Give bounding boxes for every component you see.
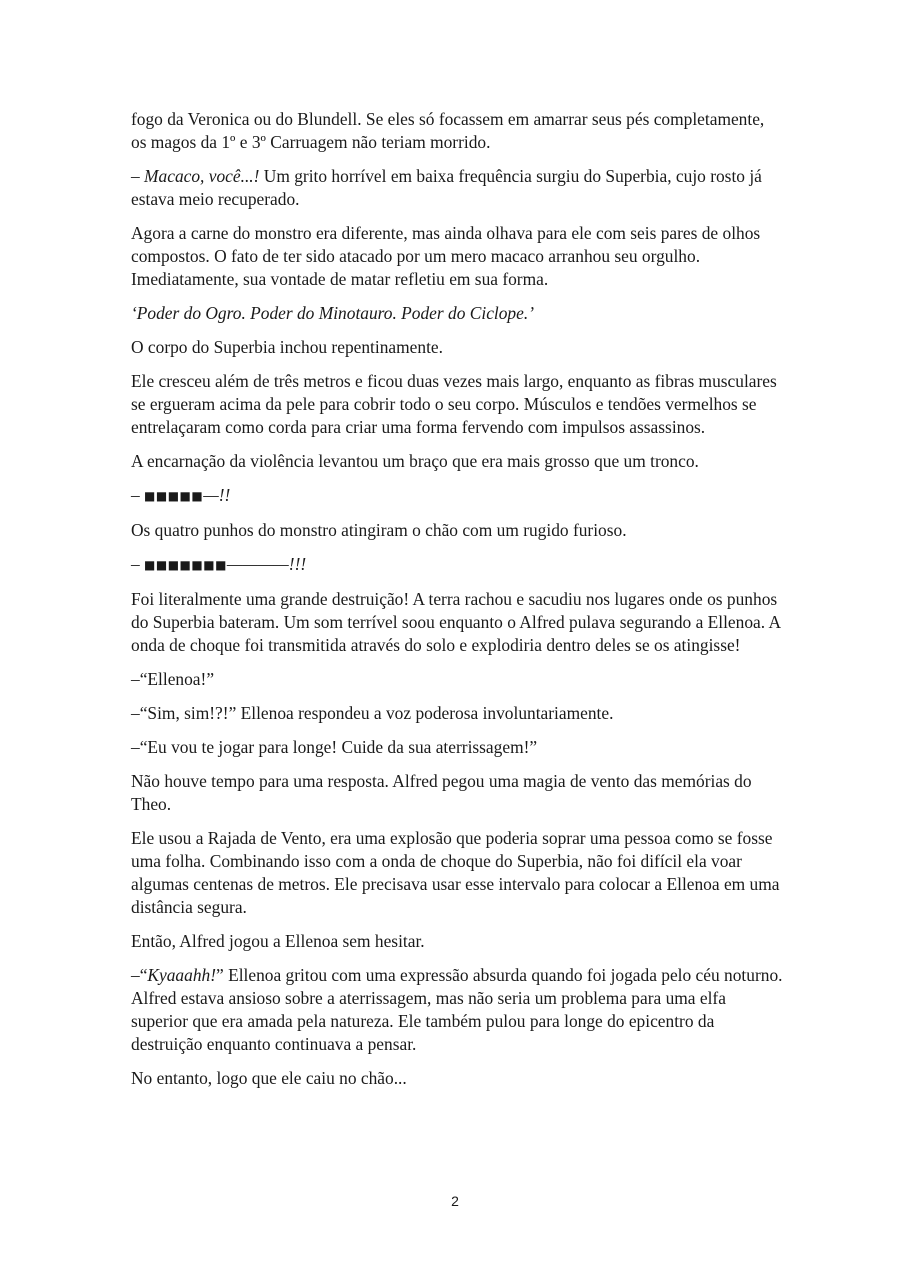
dialogue-dash: – bbox=[131, 554, 145, 574]
paragraph-17: Então, Alfred jogou a Ellenoa sem hesitar. bbox=[131, 931, 425, 951]
paragraph-14: –“Eu vou te jogar para longe! Cuide da sua aterrissagem!” bbox=[131, 737, 538, 757]
paragraph-text: Um grito horrível em baixa frequência surgiu do Superbia, cujo rosto já estava meio recuperado. bbox=[131, 166, 762, 209]
paragraph-4-italic-thought bbox=[131, 302, 783, 325]
italic-scream: Kyaaahh! bbox=[147, 965, 217, 985]
dialogue-dash: – bbox=[131, 166, 145, 186]
paragraph-13: –“Sim, sim!?!” Ellenoa respondeu a voz poderosa involuntariamente. bbox=[131, 703, 614, 723]
paragraph-12: –“Ellenoa!” bbox=[131, 669, 215, 689]
italic-speech: Macaco, você...! bbox=[144, 166, 260, 186]
paragraph-16: Ele usou a Rajada de Vento, era uma explosão que poderia soprar uma pessoa como se fosse uma folha. Combinando isso com a onda de choque do Superbia, não foi difícil ela voar algumas centenas de metros. Ele precisava usar esse intervalo para colocar a Ellenoa em uma distância segura. bbox=[131, 828, 780, 917]
document-body bbox=[131, 108, 783, 1101]
paragraph-1: fogo da Veronica ou do Blundell. Se eles só focassem em amarrar seus pés completamente, os magos da 1º e 3º Carruagem não teriam morrido. bbox=[131, 109, 765, 152]
paragraph-18 bbox=[131, 964, 783, 1056]
paragraph-2 bbox=[131, 165, 783, 211]
paragraph-7: A encarnação da violência levantou um braço que era mais grosso que um tronco. bbox=[131, 451, 699, 471]
paragraph-19: No entanto, logo que ele caiu no chão... bbox=[131, 1068, 407, 1088]
paragraph-8-roar bbox=[131, 484, 783, 508]
paragraph-11: Foi literalmente uma grande destruição! A terra rachou e sacudiu nos lugares onde os punhos do Superbia bateram. Um som terrível soou enquanto o Alfred pulava segurando a Ellenoa. A onda de choque foi transmitida através do solo e explodiria dentro deles se os atingisse! bbox=[131, 589, 781, 655]
censored-squares: ■■■■■ bbox=[144, 489, 204, 503]
dialogue-dash: – bbox=[131, 485, 145, 505]
page-number: 2 bbox=[451, 1193, 459, 1209]
paragraph-5: O corpo do Superbia inchou repentinamente. bbox=[131, 337, 443, 357]
italic-roar: ————!!! bbox=[226, 554, 307, 574]
italic-thought: ‘Poder do Ogro. Poder do Minotauro. Poder do Ciclope.’ bbox=[131, 303, 534, 323]
dialogue-open: –“ bbox=[131, 965, 148, 985]
paragraph-6: Ele cresceu além de três metros e ficou duas vezes mais largo, enquanto as fibras musculares se ergueram acima da pele para cobrir todo o seu corpo. Músculos e tendões vermelhos se entrelaçaram como corda para criar uma forma fervendo com impulsos assassinos. bbox=[131, 371, 777, 437]
italic-roar: —!! bbox=[203, 485, 231, 505]
paragraph-10-roar bbox=[131, 553, 783, 577]
paragraph-3: Agora a carne do monstro era diferente, mas ainda olhava para ele com seis pares de olhos compostos. O fato de ter sido atacado por um mero macaco arranhou seu orgulho. Imediatamente, sua vontade de matar refletiu em sua forma. bbox=[131, 223, 761, 289]
paragraph-9: Os quatro punhos do monstro atingiram o chão com um rugido furioso. bbox=[131, 520, 627, 540]
paragraph-15: Não houve tempo para uma resposta. Alfred pegou uma magia de vento das memórias do Theo. bbox=[131, 771, 752, 814]
censored-squares: ■■■■■■■ bbox=[144, 558, 227, 572]
paragraph-text: ” Ellenoa gritou com uma expressão absurda quando foi jogada pelo céu noturno. Alfred estava ansioso sobre a aterrissagem, mas não seria um problema para uma elfa superior que era amada pela natureza. Ele também pulou para longe do epicentro da destruição enquanto continuava a pensar. bbox=[131, 965, 783, 1054]
